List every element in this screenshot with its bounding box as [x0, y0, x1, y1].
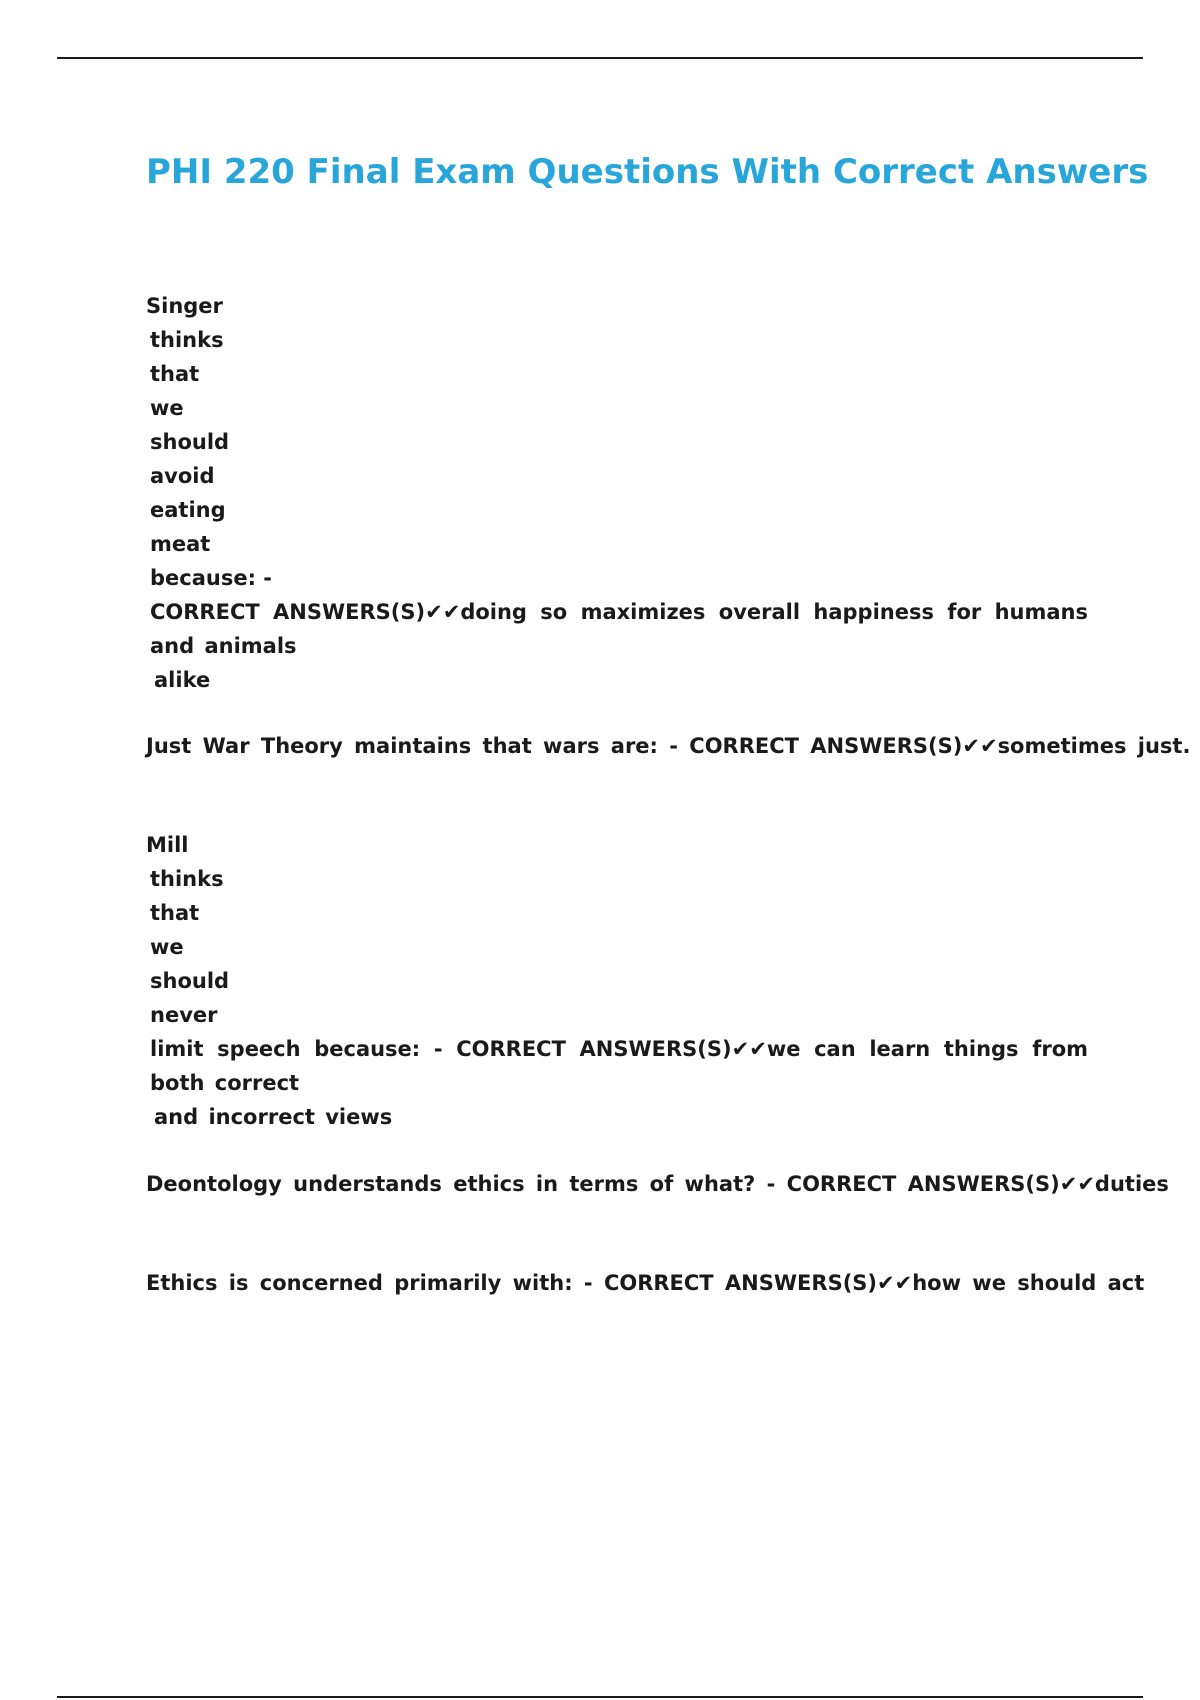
answer-text: we can learn things from both correct: [150, 1037, 1089, 1095]
question-word: should: [150, 969, 230, 993]
question-word: thinks: [150, 867, 224, 891]
qa-item-ethics: [146, 1266, 1145, 1300]
answer-prefix: CORRECT ANSWERS(S)✔✔: [786, 1172, 1095, 1196]
question-word: that: [150, 901, 200, 925]
question-word: should: [150, 430, 230, 454]
question-word: we: [150, 935, 184, 959]
question-text: Ethics is concerned primarily with: -: [146, 1271, 593, 1295]
question-text: Just War Theory maintains that wars are: -: [146, 734, 678, 758]
qa-line: [146, 1167, 1169, 1201]
qa-item-mill: [146, 828, 1088, 1134]
qa-line: [146, 1266, 1145, 1300]
question-word: eating: [150, 498, 226, 522]
qa-item-just-war: [146, 729, 1191, 763]
qa-line: [146, 729, 1191, 763]
answer-line-wrap: [146, 1100, 1088, 1134]
answer-line-wrap: [146, 663, 1088, 697]
bottom-rule: [57, 1696, 1143, 1698]
question-word: Mill: [146, 833, 189, 857]
question-word: we: [150, 396, 184, 420]
answer-prefix: CORRECT ANSWERS(S)✔✔: [603, 1271, 913, 1295]
question-word: avoid: [150, 464, 215, 488]
answer-text-wrap: alike: [154, 668, 211, 692]
answer-line: [146, 1032, 1088, 1100]
question-word: never: [150, 1003, 218, 1027]
question-tail: limit speech because: -: [150, 1037, 443, 1061]
qa-item-deontology: [146, 1167, 1169, 1201]
answer-prefix: CORRECT ANSWERS(S)✔✔: [689, 734, 998, 758]
question-word: because: -: [150, 566, 273, 590]
answer-line: [146, 595, 1088, 663]
answer-text: how we should act: [912, 1271, 1145, 1295]
answer-prefix: CORRECT ANSWERS(S)✔✔: [150, 600, 461, 624]
answer-text: doing so maximizes overall happiness for humans and animals: [150, 600, 1088, 658]
question-word: Singer: [146, 294, 223, 318]
question-text: Deontology understands ethics in terms of what? -: [146, 1172, 776, 1196]
question-word: that: [150, 362, 200, 386]
top-rule: [57, 57, 1143, 59]
document-title: PHI 220 Final Exam Questions With Correct Answers: [146, 152, 1149, 192]
answer-text: sometimes just.: [997, 734, 1191, 758]
question-word: meat: [150, 532, 211, 556]
answer-prefix: CORRECT ANSWERS(S)✔✔: [456, 1037, 767, 1061]
answer-text-wrap: and incorrect views: [154, 1105, 393, 1129]
answer-text: duties: [1094, 1172, 1169, 1196]
qa-item-singer: [146, 289, 1088, 697]
question-word: thinks: [150, 328, 224, 352]
